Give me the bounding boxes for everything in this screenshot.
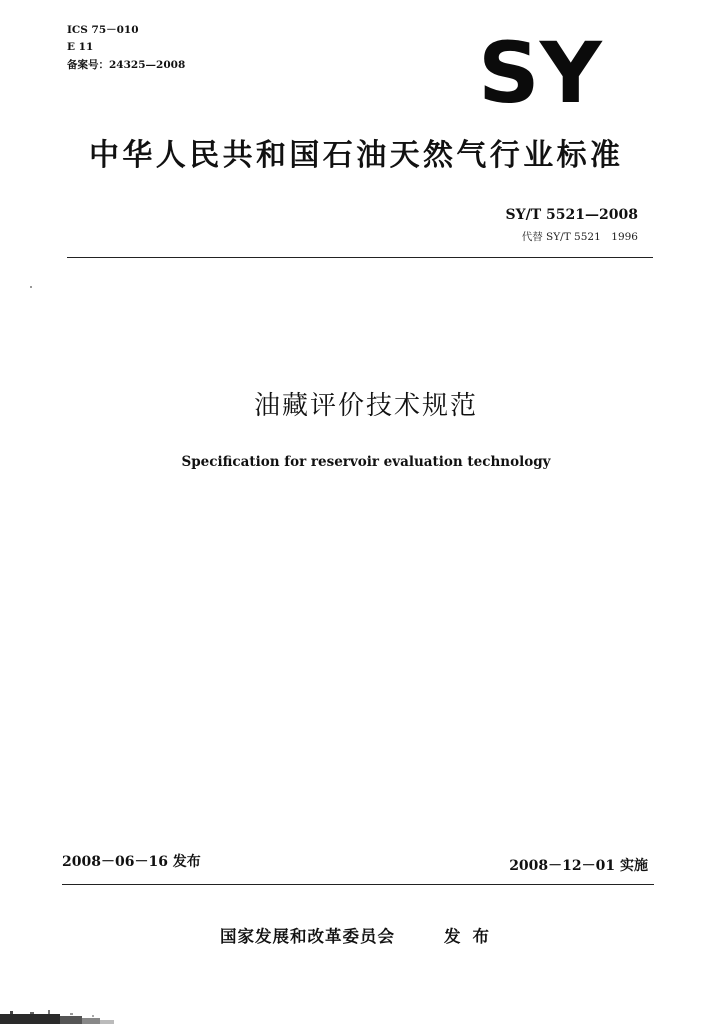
document-title: 油藏评价技术规范	[253, 391, 478, 421]
scan-speck	[30, 286, 32, 288]
publish-label: 发布	[444, 927, 501, 946]
issuing-authority: 国家发展和改革委员会	[220, 927, 395, 946]
issue-date: 2008－06－16 发布	[62, 854, 201, 870]
scan-noise-artifact	[0, 1006, 130, 1024]
document-title-english: Specification for reservoir evaluation technology	[181, 454, 551, 470]
standard-category-title: 中华人民共和国石油天然气行业标准	[89, 138, 624, 173]
top-divider	[67, 257, 653, 258]
sy-logo: SY	[478, 24, 602, 122]
replaces-standard: 代替 SY/T 5521 1996	[521, 231, 638, 243]
ics-number: ICS 75－010	[67, 24, 139, 36]
bottom-divider	[62, 884, 654, 885]
record-number: 备案号：24325—2008	[67, 59, 186, 71]
implementation-date: 2008－12－01 实施	[509, 858, 648, 874]
classification-code: E 11	[67, 41, 94, 53]
standard-code: SY/T 5521—2008	[505, 207, 638, 223]
